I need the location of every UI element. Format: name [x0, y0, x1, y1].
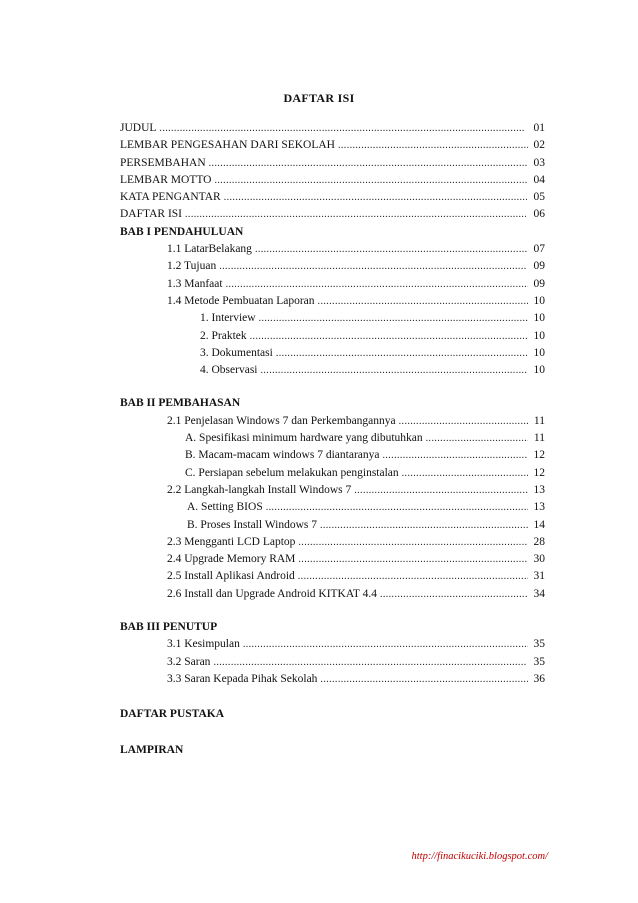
table-of-contents	[120, 120, 545, 759]
toc-entry-1-4-2	[120, 328, 545, 345]
toc-entry-2-1-a	[120, 430, 545, 447]
toc-page: 10	[533, 294, 545, 307]
chapter-heading-bab1: BAB I PENDAHULUAN	[120, 225, 244, 238]
toc-label: B. Macam-macam windows 7 diantaranya	[185, 449, 380, 462]
footer-url: http://finacikuciki.blogspot.com/	[411, 851, 548, 862]
toc-page: 03	[533, 156, 545, 169]
leader-dots	[354, 482, 527, 499]
toc-label: A. Spesifikasi minimum hardware yang dibutuhkan	[185, 432, 423, 445]
chapter-heading-bab2: BAB II PEMBAHASAN	[120, 397, 241, 410]
toc-page: 04	[533, 173, 545, 186]
leader-dots	[214, 172, 527, 189]
toc-page: 35	[533, 638, 545, 651]
toc-entry-2-1	[120, 413, 545, 430]
toc-label: 3.3 Saran Kepada Pihak Sekolah	[167, 672, 318, 685]
toc-label: 3. Dokumentasi	[200, 346, 273, 359]
toc-label: 4. Observasi	[200, 364, 258, 377]
leader-dots	[266, 499, 528, 516]
toc-label: 2.2 Langkah-langkah Install Windows 7	[167, 483, 352, 496]
toc-entry-2-2-b	[120, 517, 545, 534]
leader-dots	[402, 465, 528, 482]
toc-page: 28	[533, 535, 545, 548]
heading-lampiran: LAMPIRAN	[120, 743, 184, 756]
toc-entry-3-1	[120, 636, 545, 653]
toc-page: 35	[533, 655, 545, 668]
toc-entry-judul	[120, 120, 545, 137]
toc-label: JUDUL	[120, 122, 157, 134]
leader-dots	[224, 189, 528, 206]
spacer	[120, 379, 545, 395]
leader-dots	[226, 276, 528, 293]
toc-label: 1.4 Metode Pembuatan Laporan	[167, 294, 315, 307]
toc-entry-2-1-b	[120, 447, 545, 464]
spacer	[120, 688, 545, 706]
toc-entry-persembahan	[120, 155, 545, 172]
toc-page: 02	[533, 139, 545, 152]
toc-entry-2-5	[120, 568, 545, 585]
toc-page: 34	[533, 587, 545, 600]
toc-page: 10	[533, 346, 545, 359]
toc-label: A. Setting BIOS	[187, 501, 263, 514]
leader-dots	[261, 362, 528, 379]
leader-dots	[159, 120, 525, 137]
toc-entry-2-6	[120, 586, 545, 603]
leader-dots	[338, 137, 528, 154]
toc-entry-1-3	[120, 276, 545, 293]
toc-label: 3.2 Saran	[167, 655, 211, 668]
leader-dots	[399, 413, 528, 430]
toc-page: 05	[533, 191, 545, 204]
toc-page: 10	[533, 329, 545, 342]
toc-label: 3.1 Kesimpulan	[167, 638, 240, 651]
toc-label: DAFTAR ISI	[120, 208, 183, 221]
toc-entry-1-1	[120, 241, 545, 258]
toc-label: 2.1 Penjelasan Windows 7 dan Perkembangannya	[167, 414, 396, 427]
leader-dots	[318, 293, 528, 310]
toc-page: 31	[533, 570, 545, 583]
leader-dots	[320, 517, 528, 534]
toc-label: KATA PENGANTAR	[120, 191, 221, 204]
leader-dots	[219, 258, 527, 275]
spacer	[120, 603, 545, 619]
spacer	[120, 724, 545, 742]
leader-dots	[382, 447, 527, 464]
toc-page: 12	[533, 449, 545, 462]
toc-label: B. Proses Install Windows 7	[187, 518, 317, 531]
leader-dots	[243, 636, 528, 653]
toc-entry-3-3	[120, 671, 545, 688]
toc-label: 1. Interview	[200, 312, 256, 325]
toc-entry-1-4-1	[120, 310, 545, 327]
toc-entry-3-2	[120, 654, 545, 671]
leader-dots	[259, 310, 528, 327]
toc-page: 13	[533, 501, 545, 514]
toc-label: LEMBAR MOTTO	[120, 173, 212, 186]
leader-dots	[298, 551, 527, 568]
toc-entry-lembar-motto	[120, 172, 545, 189]
toc-entry-2-4	[120, 551, 545, 568]
toc-label: C. Persiapan sebelum melakukan penginstalan	[185, 466, 399, 479]
toc-page: 09	[533, 277, 545, 290]
toc-label: LEMBAR PENGESAHAN DARI SEKOLAH	[120, 139, 335, 152]
toc-entry-kata-pengantar	[120, 189, 545, 206]
leader-dots	[298, 568, 528, 585]
toc-label: 1.3 Manfaat	[167, 277, 223, 290]
toc-page: 07	[533, 243, 545, 256]
leader-dots	[276, 345, 528, 362]
toc-label: PERSEMBAHAN	[120, 156, 206, 169]
toc-label: 2.5 Install Aplikasi Android	[167, 570, 295, 583]
toc-label: 2.4 Upgrade Memory RAM	[167, 553, 296, 566]
leader-dots	[298, 534, 527, 551]
toc-label: 1.1 LatarBelakang	[167, 243, 252, 256]
toc-label: 2.6 Install dan Upgrade Android KITKAT 4.4	[167, 587, 377, 600]
chapter-heading-bab3: BAB III PENUTUP	[120, 621, 218, 634]
toc-entry-1-4-4	[120, 362, 545, 379]
toc-entry-2-2	[120, 482, 545, 499]
toc-page: 09	[533, 260, 545, 273]
toc-page: 10	[533, 364, 545, 377]
toc-entry-lembar-pengesahan	[120, 137, 545, 154]
leader-dots	[185, 206, 526, 223]
toc-entry-2-1-c	[120, 465, 545, 482]
toc-label: 2. Praktek	[200, 329, 247, 342]
toc-page: 11	[533, 432, 545, 445]
toc-page: 01	[533, 122, 545, 134]
toc-page: 12	[533, 466, 545, 479]
toc-entry-1-4	[120, 293, 545, 310]
toc-label: 2.3 Mengganti LCD Laptop	[167, 535, 296, 548]
toc-page: 30	[533, 553, 545, 566]
leader-dots	[426, 430, 528, 447]
toc-entry-1-4-3	[120, 345, 545, 362]
toc-entry-2-3	[120, 534, 545, 551]
leader-dots	[209, 155, 527, 172]
leader-dots	[255, 241, 528, 258]
toc-page: 36	[533, 672, 545, 685]
toc-entry-2-2-a	[120, 499, 545, 516]
toc-page: 13	[533, 483, 545, 496]
toc-page: 10	[533, 312, 545, 325]
toc-entry-daftar-isi	[120, 206, 545, 223]
leader-dots	[213, 654, 527, 671]
leader-dots	[250, 328, 528, 345]
toc-label: 1.2 Tujuan	[167, 260, 217, 273]
leader-dots	[320, 671, 527, 688]
leader-dots	[380, 586, 528, 603]
toc-entry-1-2	[120, 258, 545, 275]
toc-page: 11	[533, 414, 545, 427]
toc-page: 14	[533, 518, 545, 531]
toc-page: 06	[533, 208, 545, 221]
page-title: DAFTAR ISI	[283, 91, 355, 105]
heading-daftar-pustaka: DAFTAR PUSTAKA	[120, 708, 225, 721]
